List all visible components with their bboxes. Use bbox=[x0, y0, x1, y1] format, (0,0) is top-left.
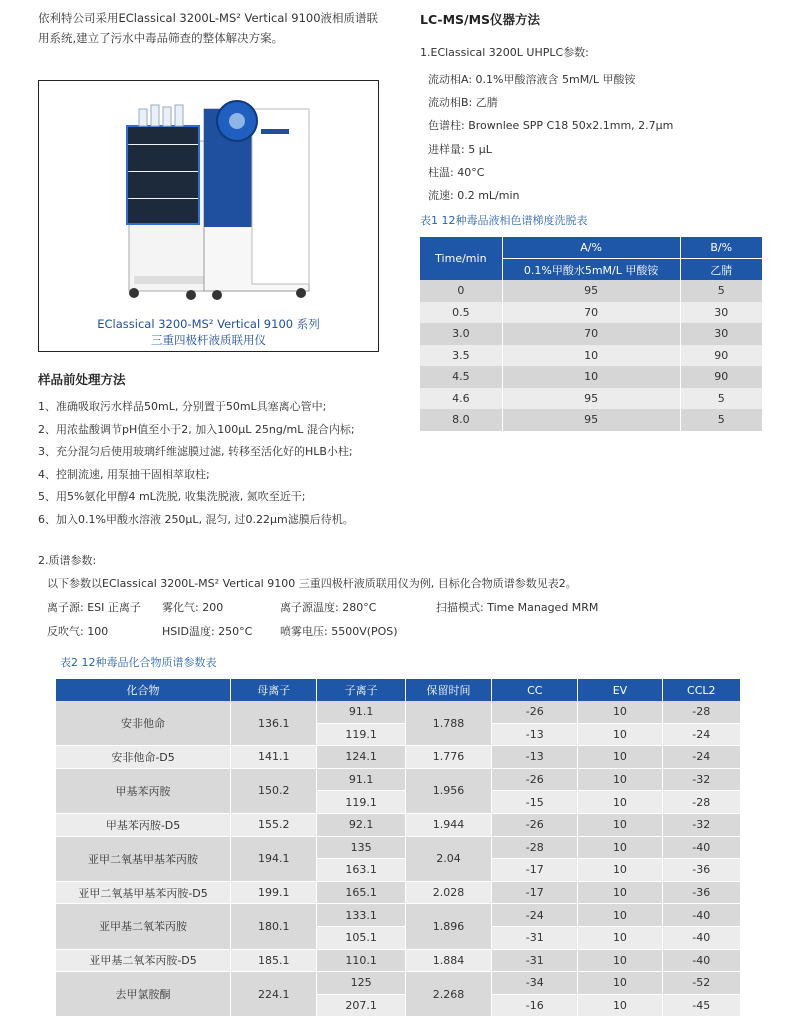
table2-header-cell: CCL2 bbox=[662, 679, 740, 701]
table1-cell: 3.5 bbox=[420, 345, 502, 367]
table2-cell: 10 bbox=[578, 881, 662, 904]
table2-cell: -26 bbox=[492, 813, 578, 836]
table2-caption: 表2 12种毒品化合物质谱参数表 bbox=[60, 656, 217, 669]
table1-row bbox=[420, 388, 762, 410]
table2-cell: 163.1 bbox=[317, 859, 405, 882]
table2-header-cell: 化合物 bbox=[56, 679, 231, 701]
table2-cell: 1.944 bbox=[405, 813, 491, 836]
table2-header-cell: 子离子 bbox=[317, 679, 405, 701]
table2-cell: 110.1 bbox=[317, 949, 405, 972]
table2-cell: 甲基苯丙胺 bbox=[56, 768, 231, 813]
table2-cell: 1.776 bbox=[405, 746, 491, 769]
ms-param-hsid: HSID温度: 250°C bbox=[162, 625, 253, 638]
table2-cell: 亚甲二氧基甲基苯丙胺-D5 bbox=[56, 881, 231, 904]
table2-row bbox=[56, 768, 740, 791]
lcms-param: 柱温: 40°C bbox=[428, 165, 485, 179]
table1-cell: 8.0 bbox=[420, 409, 502, 431]
table1-cell: 90 bbox=[680, 345, 762, 367]
figure-caption-line-1: EClassical 3200-MS² Vertical 9100 系列 bbox=[97, 317, 320, 331]
table2-cell: -45 bbox=[662, 994, 740, 1017]
table2-cell: 2.028 bbox=[405, 881, 491, 904]
table2-cell: -26 bbox=[492, 768, 578, 791]
table2-row bbox=[56, 836, 740, 859]
table2-cell: 10 bbox=[578, 813, 662, 836]
table1-cell: 30 bbox=[680, 302, 762, 324]
table2-cell: -34 bbox=[492, 972, 578, 995]
table2-cell: 2.04 bbox=[405, 836, 491, 881]
table2-cell: -36 bbox=[662, 859, 740, 882]
table2-cell: 119.1 bbox=[317, 791, 405, 814]
table1-cell: 95 bbox=[502, 388, 680, 410]
table2-body bbox=[56, 701, 740, 1017]
table2-cell: 10 bbox=[578, 768, 662, 791]
table2-cell: 亚甲基二氧苯丙胺 bbox=[56, 904, 231, 949]
table2-cell: 亚甲基二氧苯丙胺-D5 bbox=[56, 949, 231, 972]
prep-steps bbox=[38, 396, 408, 531]
ms-param-backflush: 反吹气: 100 bbox=[47, 625, 109, 638]
table2-cell: 91.1 bbox=[317, 701, 405, 723]
table2-cell: 10 bbox=[578, 836, 662, 859]
table2-cell: 1.788 bbox=[405, 701, 491, 746]
ms-param-source-temp: 离子源温度: 280°C bbox=[280, 601, 377, 614]
table2-cell: 125 bbox=[317, 972, 405, 995]
table1-cell: 5 bbox=[680, 388, 762, 410]
prep-step: 3、充分混匀后使用玻璃纤维滤膜过滤, 转移至活化好的HLB小柱; bbox=[38, 445, 353, 458]
table2-cell: 194.1 bbox=[231, 836, 317, 881]
table2-cell: 199.1 bbox=[231, 881, 317, 904]
table2-cell: -24 bbox=[662, 746, 740, 769]
table1-cell: 70 bbox=[502, 323, 680, 345]
prep-step: 2、用浓盐酸调节pH值至小于2, 加入100μL 25ng/mL 混合内标; bbox=[38, 422, 355, 436]
table2-cell: 安非他命-D5 bbox=[56, 746, 231, 769]
table2-cell: -40 bbox=[662, 926, 740, 949]
table1-cell: 0 bbox=[420, 280, 502, 302]
table1-row bbox=[420, 280, 762, 302]
table2-row bbox=[56, 881, 740, 904]
intro-line-1: 依利特公司采用EClassical 3200L-MS² Vertical 9100液相质谱联 bbox=[38, 11, 379, 25]
table2-cell: 124.1 bbox=[317, 746, 405, 769]
table2-cell: -36 bbox=[662, 881, 740, 904]
table1-cell: 95 bbox=[502, 280, 680, 302]
table1-header-b-sub: 乙腈 bbox=[680, 259, 762, 281]
table2-cell: -28 bbox=[662, 701, 740, 723]
table2-row bbox=[56, 972, 740, 995]
table1-header-time: Time/min bbox=[420, 237, 502, 280]
table2-cell: -24 bbox=[492, 904, 578, 927]
lcms-params bbox=[428, 68, 673, 207]
ms-parameter-table bbox=[56, 679, 740, 1017]
table2-cell: 10 bbox=[578, 926, 662, 949]
table2-cell: 207.1 bbox=[317, 994, 405, 1017]
instrument-illustration bbox=[39, 81, 378, 311]
lcms-param: 流动相B: 乙腈 bbox=[428, 96, 498, 110]
table2-cell: 1.896 bbox=[405, 904, 491, 949]
table2-cell: 1.956 bbox=[405, 768, 491, 813]
table2-cell: 10 bbox=[578, 701, 662, 723]
table2-cell: 150.2 bbox=[231, 768, 317, 813]
table2-cell: -15 bbox=[492, 791, 578, 814]
table2-cell: -40 bbox=[662, 949, 740, 972]
table2-cell: 10 bbox=[578, 791, 662, 814]
table2-row bbox=[56, 701, 740, 723]
table1-header-b: B/% bbox=[680, 237, 762, 259]
table1-row bbox=[420, 323, 762, 345]
prep-step: 5、用5%氨化甲醇4 mL洗脱, 收集洗脱液, 氮吹至近干; bbox=[38, 490, 306, 503]
table2-cell: -32 bbox=[662, 768, 740, 791]
table2-cell: 安非他命 bbox=[56, 701, 231, 746]
table2-cell: -31 bbox=[492, 926, 578, 949]
table1-caption: 表1 12种毒品液相色谱梯度洗脱表 bbox=[420, 214, 588, 227]
table1-row bbox=[420, 366, 762, 388]
table2-cell: -26 bbox=[492, 701, 578, 723]
table2-cell: 10 bbox=[578, 723, 662, 746]
table2-cell: 去甲氯胺酮 bbox=[56, 972, 231, 1017]
table1-cell: 0.5 bbox=[420, 302, 502, 324]
table2-cell: 1.884 bbox=[405, 949, 491, 972]
table2-cell: 185.1 bbox=[231, 949, 317, 972]
table2-cell: 155.2 bbox=[231, 813, 317, 836]
prep-step: 6、加入0.1%甲酸水溶液 250μL, 混匀, 过0.22μm滤膜后待机。 bbox=[38, 512, 354, 526]
lcms-param: 色谱柱: Brownlee SPP C18 50x2.1mm, 2.7μm bbox=[428, 119, 674, 133]
table2-cell: 10 bbox=[578, 904, 662, 927]
table2-cell: 135 bbox=[317, 836, 405, 859]
ms-param-spray: 喷雾电压: 5500V(POS) bbox=[280, 625, 398, 638]
gradient-table bbox=[420, 237, 762, 431]
table2-cell: -31 bbox=[492, 949, 578, 972]
instrument-figure bbox=[38, 80, 379, 352]
table2-cell: 105.1 bbox=[317, 926, 405, 949]
table2-row bbox=[56, 813, 740, 836]
table2-cell: 141.1 bbox=[231, 746, 317, 769]
table1-cell: 90 bbox=[680, 366, 762, 388]
ms-description: 以下参数以EClassical 3200L-MS² Vertical 9100 三重四极杆液质联用仪为例, 目标化合物质谱参数见表2。 bbox=[47, 577, 577, 590]
table1-header-a-sub: 0.1%甲酸水5mM/L 甲酸铵 bbox=[502, 259, 680, 281]
table2-row bbox=[56, 904, 740, 927]
lcms-param: 进样量: 5 μL bbox=[428, 142, 492, 156]
table2-cell: 92.1 bbox=[317, 813, 405, 836]
table2-cell: -52 bbox=[662, 972, 740, 995]
ms-param-source: 离子源: ESI 正离子 bbox=[47, 601, 141, 614]
table1-cell: 10 bbox=[502, 366, 680, 388]
table1-cell: 30 bbox=[680, 323, 762, 345]
table2-cell: -17 bbox=[492, 859, 578, 882]
table1-body bbox=[420, 280, 762, 431]
table1-cell: 5 bbox=[680, 409, 762, 431]
table2-row bbox=[56, 746, 740, 769]
table2-cell: 119.1 bbox=[317, 723, 405, 746]
table2-cell: -28 bbox=[662, 791, 740, 814]
intro-line-2: 用系统,建立了污水中毒品筛查的整体解决方案。 bbox=[38, 31, 284, 45]
table2-cell: 2.268 bbox=[405, 972, 491, 1017]
table2-cell: 133.1 bbox=[317, 904, 405, 927]
table2-cell: -16 bbox=[492, 994, 578, 1017]
table2-cell: -13 bbox=[492, 746, 578, 769]
table1-cell: 4.5 bbox=[420, 366, 502, 388]
table1-cell: 5 bbox=[680, 280, 762, 302]
figure-caption-line-2: 三重四极杆液质联用仪 bbox=[151, 333, 266, 347]
intro-paragraph bbox=[38, 8, 398, 48]
table2-header-cell: 母离子 bbox=[231, 679, 317, 701]
table2-cell: 甲基苯丙胺-D5 bbox=[56, 813, 231, 836]
table2-row bbox=[56, 949, 740, 972]
prep-step: 4、控制流速, 用泵抽干固相萃取柱; bbox=[38, 467, 210, 481]
ms-param-scan-mode: 扫描模式: Time Managed MRM bbox=[436, 601, 599, 614]
table1-header-a: A/% bbox=[502, 237, 680, 259]
table2-cell: 10 bbox=[578, 746, 662, 769]
table2-cell: 224.1 bbox=[231, 972, 317, 1017]
table1-row bbox=[420, 409, 762, 431]
table1-row bbox=[420, 302, 762, 324]
table2-cell: 10 bbox=[578, 994, 662, 1017]
table2-cell: 136.1 bbox=[231, 701, 317, 746]
prep-step: 1、准确吸取污水样品50mL, 分别置于50mL具塞离心管中; bbox=[38, 400, 327, 413]
table2-cell: -17 bbox=[492, 881, 578, 904]
table1-cell: 95 bbox=[502, 409, 680, 431]
table1-row bbox=[420, 345, 762, 367]
table2-cell: -13 bbox=[492, 723, 578, 746]
prep-title: 样品前处理方法 bbox=[38, 372, 126, 387]
lcms-title: LC-MS/MS仪器方法 bbox=[420, 12, 541, 27]
table2-cell: -24 bbox=[662, 723, 740, 746]
table2-cell: 亚甲二氧基甲基苯丙胺 bbox=[56, 836, 231, 881]
table2-cell: -28 bbox=[492, 836, 578, 859]
table1-cell: 70 bbox=[502, 302, 680, 324]
table2-cell: 91.1 bbox=[317, 768, 405, 791]
table2-header-row bbox=[56, 679, 740, 701]
ms-param-atomizer: 雾化气: 200 bbox=[162, 601, 224, 614]
table2-header-cell: 保留时间 bbox=[405, 679, 491, 701]
table2-cell: -40 bbox=[662, 836, 740, 859]
table2-cell: 10 bbox=[578, 949, 662, 972]
table2-cell: -32 bbox=[662, 813, 740, 836]
table1-cell: 3.0 bbox=[420, 323, 502, 345]
lcms-param: 流速: 0.2 mL/min bbox=[428, 189, 520, 203]
ms-title: 2.质谱参数: bbox=[38, 554, 97, 567]
lcms-param: 流动相A: 0.1%甲酸溶液含 5mM/L 甲酸铵 bbox=[428, 73, 636, 86]
table2-header-cell: EV bbox=[578, 679, 662, 701]
table2-header-cell: CC bbox=[492, 679, 578, 701]
table2-cell: 180.1 bbox=[231, 904, 317, 949]
table2-cell: 10 bbox=[578, 859, 662, 882]
lcms-subtitle: 1.EClassical 3200L UHPLC参数: bbox=[420, 46, 589, 59]
table2-cell: 165.1 bbox=[317, 881, 405, 904]
table1-cell: 4.6 bbox=[420, 388, 502, 410]
table2-cell: -40 bbox=[662, 904, 740, 927]
table2-cell: 10 bbox=[578, 972, 662, 995]
table1-cell: 10 bbox=[502, 345, 680, 367]
